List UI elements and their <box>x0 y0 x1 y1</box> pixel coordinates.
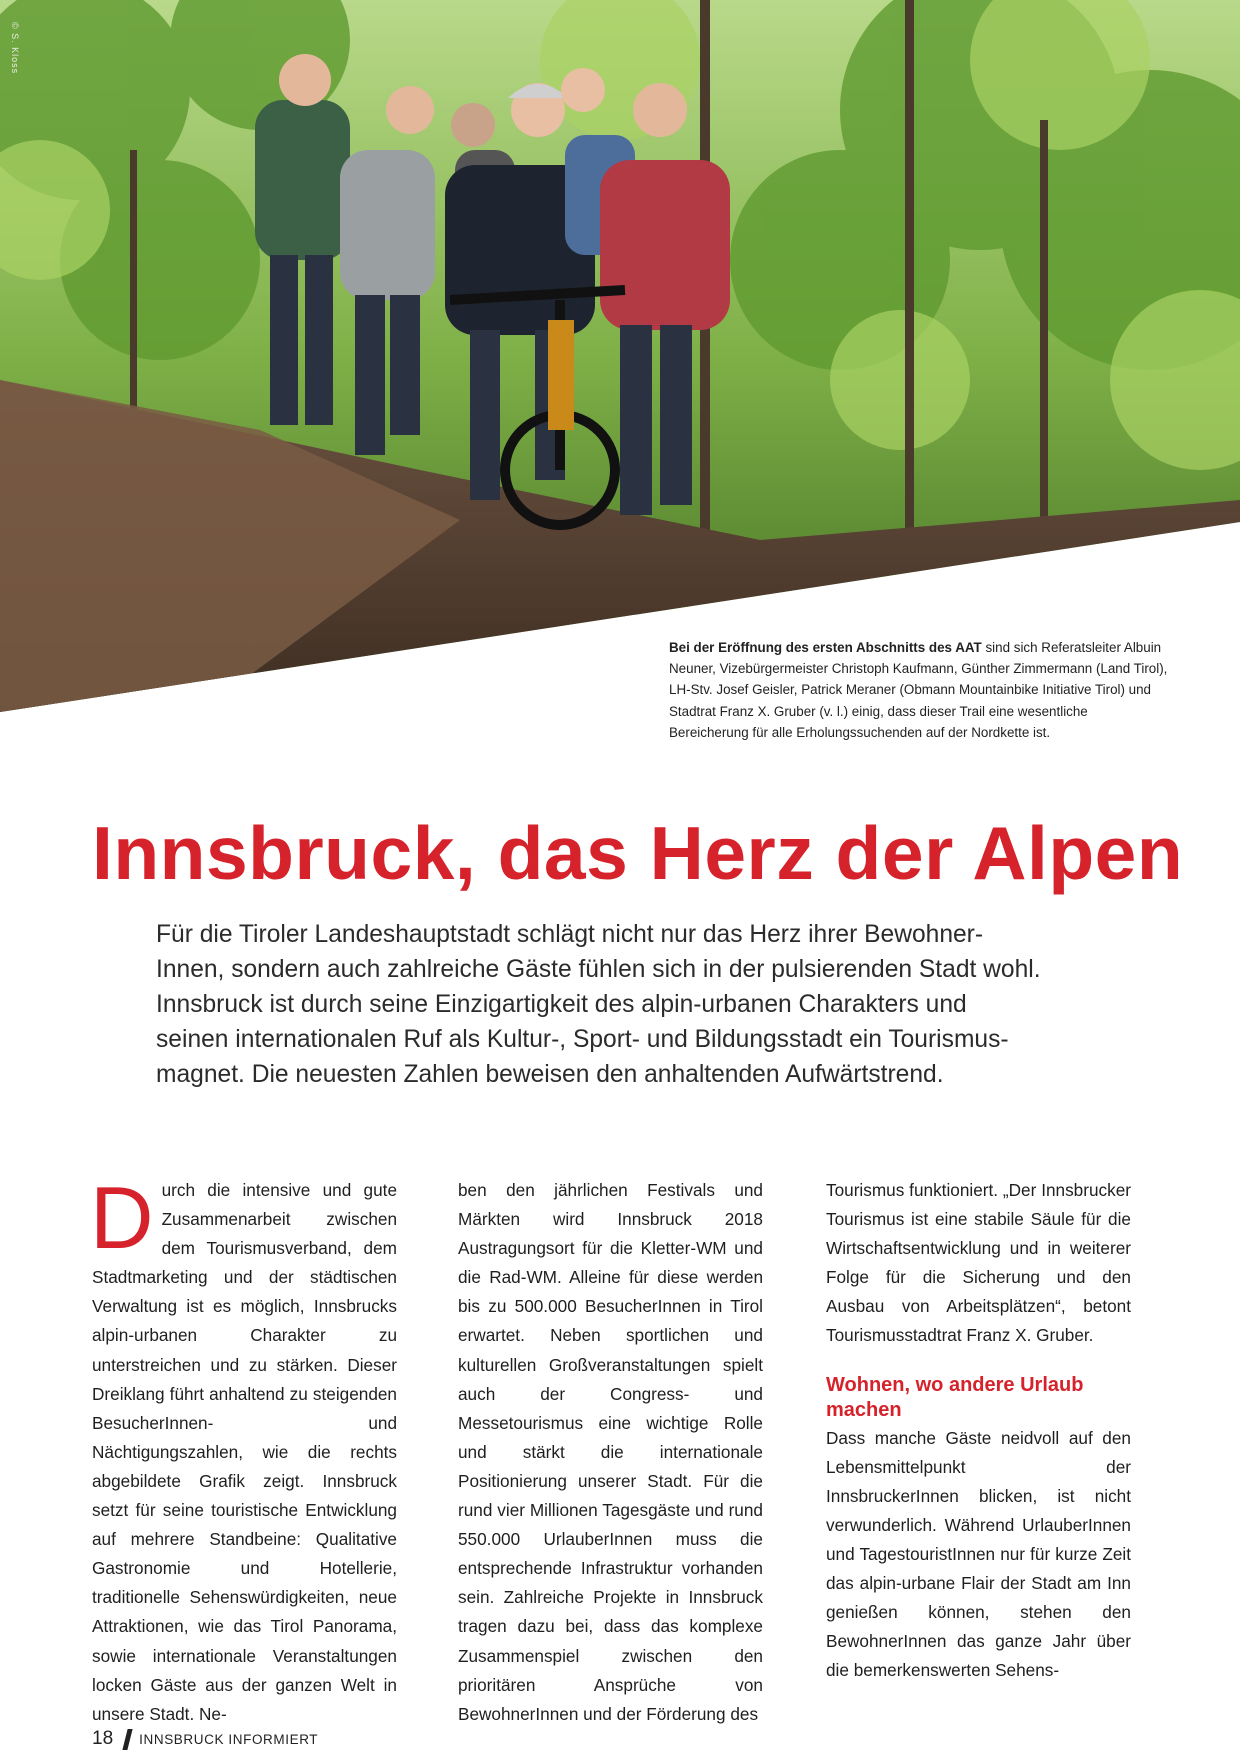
page-number: 18 <box>92 1728 114 1749</box>
column-3-bottom-text: Dass manche Gäste neidvoll auf den Lebensmittelpunkt der InnsbruckerInnen blicken, ist nicht verwunderlich. Während UrlauberInnen und TagestouristInnen nur für kurze Zeit das alpin-urbane Flair der Stadt am Inn genießen können, stehen den BewohnerInnen das ganze Jahr über die bemerkenswerten Sehens- <box>826 1427 1131 1681</box>
lead-paragraph: Für die Tiroler Landeshauptstadt schlägt nicht nur das Herz ihrer Bewohner- Innen, sondern auch zahlreiche Gäste fühlen sich in der pulsierenden Stadt wohl. Innsbruck ist durch seine Einzigartigkeit des alpin-urbanen Charakters und seinen internationalen Ruf als Kultur-, Sport- und Bildungsstadt ein Tourismus- magnet. Die neuesten Zahlen beweisen den anhaltenden Aufwärtstrend. <box>156 921 1041 1088</box>
article-photo <box>0 0 1240 712</box>
text-column-3 <box>826 1176 1131 1685</box>
slash-divider <box>123 1729 133 1750</box>
page-footer <box>92 1728 318 1750</box>
column-3-top-text: Tourismus funktioniert. „Der Innsbrucker Tourismus ist eine stabile Säule für die Wirtschaftsentwicklung und in weiterer Folge für die Sicherung und den Ausbau von Arbeitsplätzen“, betont Tourismusstadtrat Franz X. Gruber. <box>826 1180 1131 1346</box>
caption-text: sind sich Referatsleiter Albuin Neuner, Vizebürgermeister Christoph Kaufmann, Günther Zimmermann (Land Tirol), LH-Stv. Josef Geisler, Patrick Meraner (Obmann Mountainbike Initiative Tirol) und Stadtrat Franz X. Gruber (v. l.) einig, dass dieser Trail eine wesentliche Bereicherung für alle Erholungssuchenden auf der Nordkette ist. <box>669 640 1168 740</box>
headline: Innsbruck, das Herz der Alpen <box>92 811 1184 895</box>
photo-caption <box>669 637 1169 743</box>
column-1-text: urch die intensive und gute Zusammenarbeit zwischen dem Tourismusverband, dem Stadtmarketing und der städtischen Verwaltung ist es möglich, Innsbrucks alpin-urbanen Charakter zu unterstreichen und zu stärken. Dieser Dreiklang führt anhaltend zu steigenden BesucherInnen- und Nächtigungszahlen, wie die rechts abgebildete Grafik zeigt. Innsbruck setzt für seine touristische Entwicklung auf mehrere Standbeine: Qualitative Gastronomie und Hotellerie, traditionelle Sehenswürdigkeiten, neue Attraktionen, wie das Tirol Panorama, sowie internationale Veranstaltungen locken Gäste aus der ganzen Welt in unsere Stadt. Ne- <box>92 1180 397 1724</box>
photo-credit: © S. Kloss <box>10 22 20 75</box>
column-2-text: ben den jährlichen Festivals und Märkten wird Innsbruck 2018 Austragungsort für die Kletter-WM und die Rad-WM. Alleine für diese werden bis zu 500.000 BesucherInnen in Tirol erwartet. Neben sportlichen und kulturellen Großveranstaltungen spielt auch der Congress- und Messetourismus eine wichtige Rolle und stärkt die internationale Positionierung unserer Stadt. Für die rund vier Millionen Tagesgäste und rund 550.000 UrlauberInnen muss die entsprechende Infrastruktur vorhanden sein. Zahlreiche Projekte in Innsbruck tragen dazu bei, dass das komplexe Zusammenspiel zwischen den prioritären Ansprüche von BewohnerInnen und der Förderung des <box>458 1180 763 1724</box>
text-column-1 <box>90 1168 397 1729</box>
subheading: Wohnen, wo andere Urlaub machen <box>826 1373 1084 1422</box>
caption-bold: Bei der Eröffnung des ersten Abschnitts des AAT <box>669 640 982 655</box>
publication-name: INNSBRUCK INFORMIERT <box>139 1731 319 1747</box>
text-column-2 <box>458 1176 763 1729</box>
drop-cap: D <box>90 1168 154 1267</box>
